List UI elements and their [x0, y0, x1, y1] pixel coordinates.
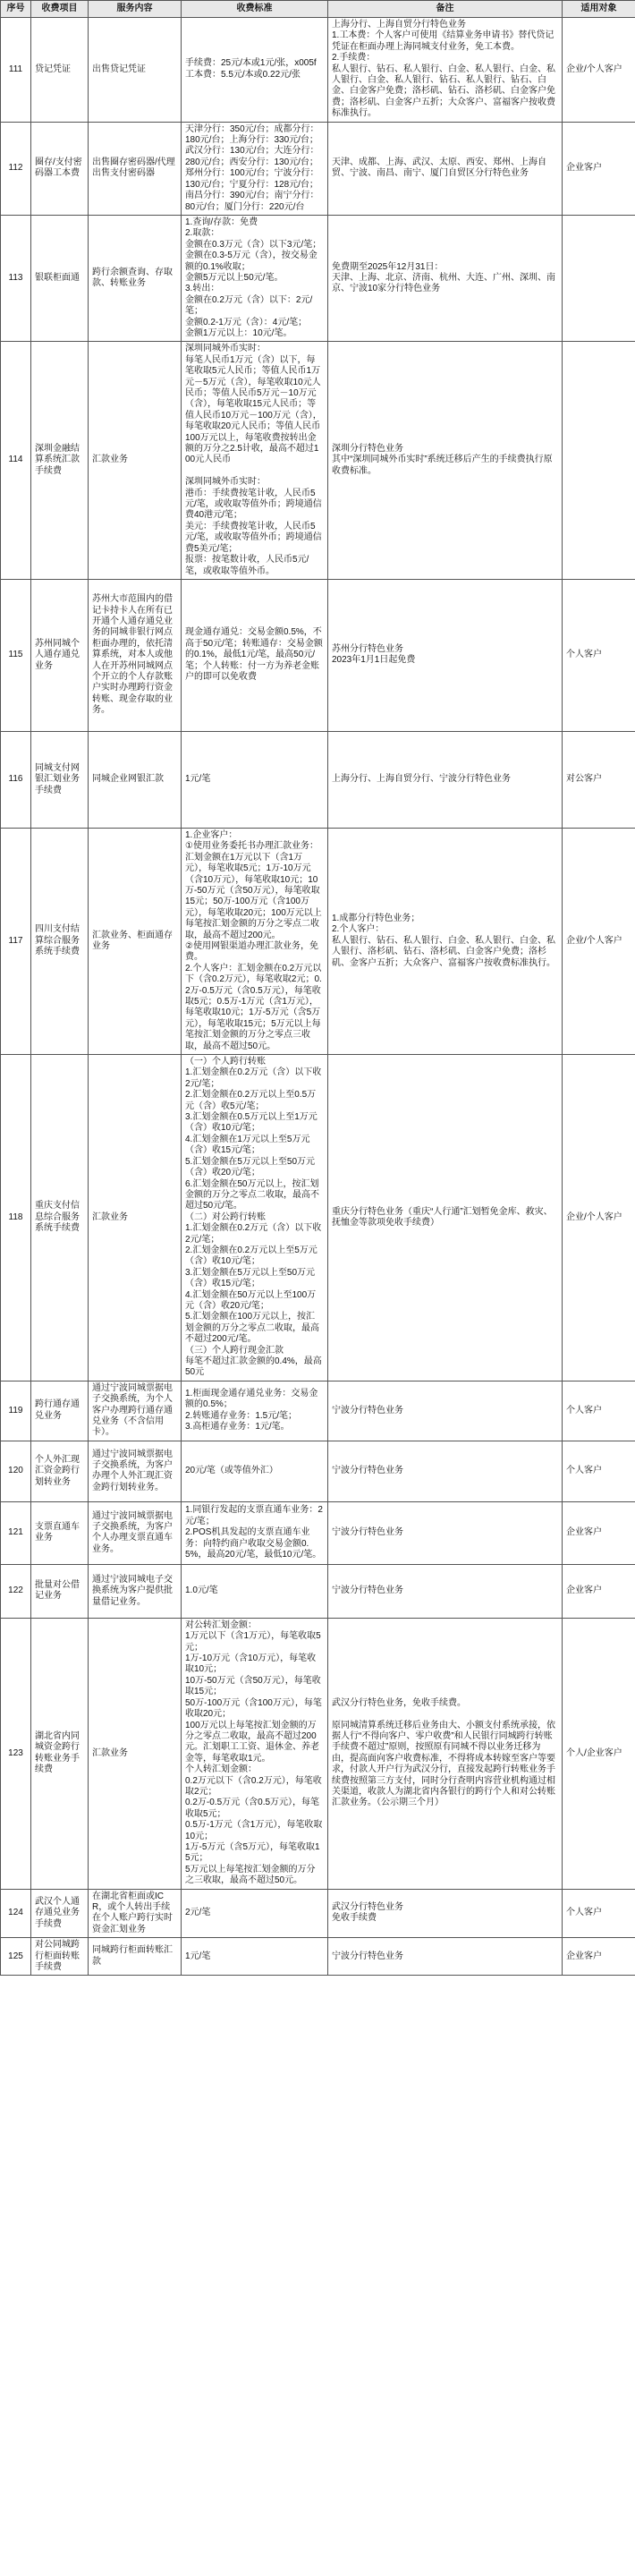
cell-note — [328, 1564, 563, 1618]
cell-target: 企业/个人客户 — [563, 828, 635, 1054]
cell-no: 125 — [1, 1938, 31, 1976]
cell-fee-line: 1.查询/存款：免费 — [185, 217, 258, 227]
cell-item: 深圳金融结算系统汇款手续费 — [31, 342, 89, 580]
cell-note-line: 宁波分行特色业务 — [332, 1405, 403, 1416]
header-note: 备注 — [328, 1, 563, 18]
cell-note — [328, 828, 563, 1054]
cell-fee-line: 2.个人客户：汇划金额在0.2万元以下（含0.2万元），每笔收取2元；0.2万-0.5万元（含0.5万元），每笔收取5元；0.5万-1万元（含1万元），每笔收取10元；1万-5万元（含5万元），每笔收取15元；5万元以上每笔按汇划金额的万分之零点三收取，最高不超过50元。 — [185, 963, 322, 1051]
cell-fee-line: 2.转账通存业务：1.5元/笔； — [185, 1410, 298, 1421]
cell-fee-line: （一）个人跨行转账 — [185, 1057, 266, 1067]
cell-note-line: 免费期至2025年12月31日： — [332, 261, 444, 272]
cell-fee-line: 每笔人民币1万元（含）以下，每笔收取5元人民币；等值人民币1万元－5万元（含），每笔收取10元人民币；等值人民币5万元－10万元（含），每笔收取15元人民币；等值人民币10万元－100万元（含），每笔收取20元人民币；等值人民币100万元以上，每笔收费按转出金额的万分之2.5计收，最高不超过100元人民币 — [185, 354, 322, 465]
cell-fee-line: 3.汇划金额在5万元以上至50万元（含）收15元/笔； — [185, 1267, 316, 1289]
cell-fee-line: 20元/笔（或等值外汇） — [185, 1466, 278, 1476]
cell-item: 支票直通车业务 — [31, 1501, 89, 1564]
cell-fee-line: 金额0.2-1万元（含）：4元/笔； — [185, 317, 308, 327]
cell-target — [563, 342, 635, 580]
cell-fee-line: 3.转出： — [185, 284, 220, 294]
cell-fee-line: 1.柜面现金通存通兑业务：交易金额的0.5%； — [185, 1389, 318, 1410]
cell-fee — [182, 1564, 328, 1618]
cell-fee-line: 4.汇划金额在1万元以上至5万元（含）收15元/笔； — [185, 1134, 310, 1156]
cell-content: 汇款业务 — [89, 1618, 182, 1889]
cell-note — [328, 18, 563, 123]
cell-item: 贷记凭证 — [31, 18, 89, 123]
cell-target: 企业客户 — [563, 1501, 635, 1564]
table-row — [1, 1381, 635, 1441]
cell-fee-line: 天津分行：350元/台；成都分行：180元/台；上海分行：330元/台；武汉分行：130元/台；大连分行：280元/台；西安分行：130元/台；郑州分行：100元/台；宁波分行：130元/台；宁夏分行：128元/台；南昌分行：390元/台；南宁分行：80元/台；厦门分行：220元/台 — [185, 123, 319, 212]
cell-content: 同城跨行柜面转账汇款 — [89, 1938, 182, 1976]
cell-fee — [182, 1938, 328, 1976]
cell-note — [328, 122, 563, 215]
cell-fee-line: 0.2万-0.5万元（含0.5万元），每笔收取5元； — [185, 1798, 320, 1819]
cell-item: 湖北省内同城资金跨行转账业务手续费 — [31, 1618, 89, 1889]
cell-fee — [182, 1618, 328, 1889]
cell-fee-line: 1万-5万元（含5万元），每笔收取15元； — [185, 1841, 320, 1864]
cell-fee-line: 3.汇划金额在0.5万元以上至1万元（含）收10元/笔； — [185, 1112, 318, 1134]
cell-note-line: 武汉分行特色业务 — [332, 1902, 403, 1912]
cell-fee — [182, 1055, 328, 1382]
cell-note — [328, 731, 563, 828]
cell-fee-line: 3.高柜通存业务：1元/笔。 — [185, 1422, 290, 1433]
cell-note-line: 深圳分行特色业务 — [332, 444, 403, 455]
cell-fee-line: 10万-50万元（含50万元），每笔收取15元； — [185, 1675, 321, 1697]
cell-no: 116 — [1, 731, 31, 828]
cell-fee-line: 2.POS机具发起的支票直通车业务：向特约商户收取交易金额0.5%，最高20元/笔，最低10元/笔。 — [185, 1527, 322, 1560]
cell-fee — [182, 122, 328, 215]
cell-fee — [182, 1381, 328, 1441]
cell-fee-line: 5.汇划金额在5万元以上至50万元（含）收20元/笔； — [185, 1156, 316, 1178]
cell-target: 个人客户 — [563, 1441, 635, 1501]
header-content: 服务内容 — [89, 1, 182, 18]
cell-note-line: 2.手续费： — [332, 53, 376, 64]
cell-note-line: 1.成都分行特色业务； — [332, 913, 420, 923]
cell-note-line: 私人银行、钻石、私人银行、白金、私人银行、白金、私人银行、洛杉矶、钻石、洛杉矶、白金客户免费；洛杉矶、金客户五折；大众客户、富福客户按收费标准执行。 — [332, 935, 555, 968]
cell-note-line: 上海分行、上海自贸分行、宁波分行特色业务 — [332, 774, 511, 785]
cell-fee-line: 金额在0.3-5万元（含），按交易金额的0.1%收取； — [185, 251, 318, 272]
cell-fee-line: 个人转汇划金额： — [185, 1764, 257, 1775]
cell-no: 112 — [1, 122, 31, 215]
cell-note — [328, 1055, 563, 1382]
cell-fee-line: 对公转汇划金额： — [185, 1620, 257, 1630]
cell-item: 重庆支付信息综合服务系统手续费 — [31, 1055, 89, 1382]
cell-fee — [182, 1501, 328, 1564]
cell-fee-line: 1万-10万元（含10万元），每笔收取10元； — [185, 1654, 317, 1675]
cell-no: 114 — [1, 342, 31, 580]
cell-note — [328, 215, 563, 341]
cell-item: 四川支付结算综合服务系统手续费 — [31, 828, 89, 1054]
table-row — [1, 1441, 635, 1501]
cell-fee — [182, 1889, 328, 1938]
cell-note — [328, 1618, 563, 1889]
cell-note-line: 苏州分行特色业务 — [332, 644, 403, 654]
cell-note — [328, 342, 563, 580]
cell-content: 出售圈存密码器/代理出售支付密码器 — [89, 122, 182, 215]
header-fee: 收费标准 — [182, 1, 328, 18]
cell-note — [328, 1938, 563, 1976]
cell-item: 银联柜面通 — [31, 215, 89, 341]
cell-content: 出售贷记凭证 — [89, 18, 182, 123]
table-row — [1, 1938, 635, 1976]
cell-target: 企业/个人客户 — [563, 18, 635, 123]
cell-note-line: 天津、上海、北京、济南、杭州、大连、广州、深圳、南京、宁波10家分行特色业务 — [332, 272, 555, 294]
cell-item: 圈存/支付密码器工本费 — [31, 122, 89, 215]
cell-note-line: 2023年1月1日起免费 — [332, 655, 416, 666]
table-row — [1, 828, 635, 1054]
cell-fee-line: 1元/笔 — [185, 774, 211, 785]
table-row — [1, 342, 635, 580]
cell-note-line: 免收手续费 — [332, 1913, 377, 1924]
cell-fee-line: 0.2万元以下（含0.2万元），每笔收取2元； — [185, 1775, 322, 1797]
cell-no: 118 — [1, 1055, 31, 1382]
cell-note-line: 1.工本费：个人客户可使用《结算业务申请书》替代贷记凭证在柜面办理上海同城支付业务，免工本费。 — [332, 30, 555, 52]
cell-content: 通过宁波同城票据电子交换系统，为个人客户办理跨行通存通兑业务（不含信用卡）。 — [89, 1381, 182, 1441]
cell-fee-line: 2.汇划金额在0.2万元以上至5万元（含）收10元/笔； — [185, 1245, 318, 1267]
cell-fee — [182, 1441, 328, 1501]
cell-content: 同城企业网银汇款 — [89, 731, 182, 828]
cell-note-line — [332, 1709, 558, 1720]
cell-fee-line: 1万元以下（含1万元），每笔收取5元； — [185, 1631, 321, 1653]
cell-note — [328, 1889, 563, 1938]
cell-fee-line: 50万-100万元（含100万元），每笔收取20元； — [185, 1697, 322, 1720]
cell-fee-line: 工本费：5.5元/本或0.22元/张 — [185, 69, 301, 80]
cell-no: 120 — [1, 1441, 31, 1501]
cell-fee-line: 深圳同城外币实时： — [185, 344, 266, 354]
cell-target: 企业客户 — [563, 122, 635, 215]
table-row — [1, 122, 635, 215]
table-row — [1, 18, 635, 123]
cell-fee-line: 1.汇划金额在0.2万元（含）以下收2元/笔； — [185, 1223, 322, 1245]
cell-note-line: 2.个人客户： — [332, 924, 385, 935]
cell-target: 对公客户 — [563, 731, 635, 828]
cell-note-line: 原同城清算系统迁移后业务由大、小额支付系统承接，依据人行“不得向客户、零户收费”和人民银行同城跨行转账手续费不超过”原则，按照原有同城不得以业务迁移为由，提高面向客户收费标准，不得将成本转嫁至客户等要求，付款人开户行为武汉分行，直接发起跨行转账业务手续费按照第三方支付，同时分行查明内容营业机构通过相关渠道，收款人为湖北省内各银行的跨行个人和对公转账汇款业务。（公示期三个月） — [332, 1720, 555, 1808]
table-row — [1, 579, 635, 731]
cell-fee-line: 1.汇划金额在0.2万元（含）以下收2元/笔； — [185, 1067, 322, 1089]
cell-target: 企业客户 — [563, 1564, 635, 1618]
table-row — [1, 1055, 635, 1382]
cell-note-line: 宁波分行特色业务 — [332, 1527, 403, 1538]
cell-target: 个人客户 — [563, 579, 635, 731]
cell-no: 119 — [1, 1381, 31, 1441]
cell-content: 通过宁波同城票据电子交换系统，为客户个人办理支票直通车业务。 — [89, 1501, 182, 1564]
cell-fee-line: ①使用业务委托书办理汇款业务：汇划金额在1万元以下（含1万元），每笔收取5元；1万-10万元（含10万元），每笔收取10元；10万-50万元（含50万元），每笔收取15元；50万-100万元（含100万元），每笔收取20元；100万元以上每笔按汇划金额的万分之零点二收取，最高不超过200元。 — [185, 841, 322, 940]
cell-note — [328, 1501, 563, 1564]
cell-no: 115 — [1, 579, 31, 731]
cell-fee-line: 每笔不超过汇款金额的0.4%，最高50元 — [185, 1356, 322, 1378]
cell-fee-line: 金额在0.3万元（含）以下3元/笔； — [185, 239, 322, 250]
header-target: 适用对象 — [563, 1, 635, 18]
cell-fee-line: 1.0元/笔 — [185, 1586, 218, 1596]
cell-no: 117 — [1, 828, 31, 1054]
cell-note-line: 宁波分行特色业务 — [332, 1586, 403, 1596]
cell-fee — [182, 342, 328, 580]
cell-fee — [182, 18, 328, 123]
table-row — [1, 1889, 635, 1938]
cell-note-line: 宁波分行特色业务 — [332, 1466, 403, 1476]
cell-target: 个人客户 — [563, 1889, 635, 1938]
cell-no: 121 — [1, 1501, 31, 1564]
cell-item: 批量对公借记业务 — [31, 1564, 89, 1618]
cell-fee-line: 6.汇划金额在50万元以上，按汇划金额的万分之零点二收取，最高不超过50元/笔。 — [185, 1178, 319, 1211]
cell-fee-line: 金额在0.2万元（含）以下：2元/笔； — [185, 294, 313, 317]
cell-target: 个人/企业客户 — [563, 1618, 635, 1889]
cell-target: 企业客户 — [563, 1938, 635, 1976]
cell-note-line: 重庆分行特色业务（重庆“人行通”汇划暂免金库、救灾、抚恤金等款项免收手续费） — [332, 1206, 553, 1228]
cell-item: 苏州同城个人通存通兑业务 — [31, 579, 89, 731]
cell-fee-line — [185, 466, 324, 477]
cell-note-line: 上海分行、上海自贸分行特色业务 — [332, 20, 466, 30]
cell-fee-line: 金额5万元以上50元/笔。 — [185, 272, 284, 283]
cell-fee-line: 5万元以上每笔按汇划金额的万分之三收取，最高不超过50元。 — [185, 1864, 316, 1886]
cell-fee-line: 手续费：25元/本或1元/张，x005f — [185, 58, 317, 69]
table-row — [1, 215, 635, 341]
cell-note-line: 私人银行、钻石、私人银行、白金、私人银行、白金、私人银行、白金、私人银行、钻石、私人银行、钻石、白金、白金客户免费；洛杉矶、钻石、洛杉矶、白金客户免费；洛杉矶、白金客户五折；大众客户、富福客户按收费标准执行。 — [332, 64, 555, 119]
table-row — [1, 1564, 635, 1618]
cell-fee-line: ②使用网银渠道办理汇款业务，免费。 — [185, 940, 318, 963]
cell-fee-line: 金额1万元以上：10元/笔。 — [185, 327, 292, 338]
cell-content: 通过宁波同城电子交换系统为客户提供批量借记业务。 — [89, 1564, 182, 1618]
cell-no: 124 — [1, 1889, 31, 1938]
cell-fee-line: 2.汇划金额在0.2万元以上至0.5万元（含）收5元/笔； — [185, 1090, 317, 1111]
cell-note — [328, 1441, 563, 1501]
header-no: 序号 — [1, 1, 31, 18]
table-body — [1, 18, 635, 1976]
cell-note — [328, 1381, 563, 1441]
cell-target: 企业/个人客户 — [563, 1055, 635, 1382]
cell-target — [563, 215, 635, 341]
header-item: 收费项目 — [31, 1, 89, 18]
cell-fee-line: 1.企业客户： — [185, 829, 238, 840]
cell-item: 武汉个人通存通兑业务手续费 — [31, 1889, 89, 1938]
cell-content: 汇款业务、柜面通存业务 — [89, 828, 182, 1054]
cell-fee-line: 2.取款： — [185, 228, 220, 239]
cell-fee — [182, 731, 328, 828]
cell-note-line: 武汉分行特色业务，免收手续费。 — [332, 1697, 466, 1708]
cell-fee — [182, 828, 328, 1054]
cell-content: 汇款业务 — [89, 342, 182, 580]
cell-fee — [182, 215, 328, 341]
table-header-row — [1, 1, 635, 18]
cell-content: 汇款业务 — [89, 1055, 182, 1382]
cell-fee-line: （三）个人跨行现金汇款 — [185, 1345, 284, 1356]
cell-no: 113 — [1, 215, 31, 341]
cell-note-line: 宁波分行特色业务 — [332, 1951, 403, 1961]
table-row — [1, 1618, 635, 1889]
cell-fee-line: 0.5万-1万元（含1万元），每笔收取10元； — [185, 1820, 323, 1841]
cell-content: 苏州大市范围内的借记卡持卡人在所有已开通个人通存通兑业务的同城非银行网点柜面办理的，依托清算系统，对本人或他人在开苏州同城网点个开立的个人存款账户实时办理跨行资金转账、现金存取的业务。 — [89, 579, 182, 731]
cell-fee-line: 报票：按笔数计收，人民币5元/笔，或收取等值外币。 — [185, 555, 309, 576]
cell-fee-line: 1.同银行发起的支票直通车业务：2元/笔； — [185, 1505, 323, 1526]
cell-fee-line: 100万元以上每笔按汇划金额的万分之零点二收取，最高不超过200元。汇划职工工资、退休金、养老金等，每笔收取1元。 — [185, 1720, 319, 1764]
cell-note — [328, 579, 563, 731]
cell-fee-line: （二）对公跨行转账 — [185, 1211, 266, 1222]
cell-fee — [182, 579, 328, 731]
table-row — [1, 731, 635, 828]
cell-content: 通过宁波同城票据电子交换系统，为客户办理个人外汇现汇资金跨行划转业务。 — [89, 1441, 182, 1501]
cell-item: 同城支付网银汇划业务手续费 — [31, 731, 89, 828]
cell-fee-line: 4.汇划金额在50万元以上至100万元（含）收20元/笔； — [185, 1289, 317, 1311]
cell-note-line: 天津、成都、上海、武汉、太原、西安、郑州、上海自贸、宁波、南昌、南宁、厦门自贸区分行特色业务 — [332, 157, 546, 179]
table-row — [1, 1501, 635, 1564]
cell-item: 对公同城跨行柜面转账手续费 — [31, 1938, 89, 1976]
cell-fee-line: 美元：手续费按笔计收，人民币5元/笔，或收取等值外币；跨境通信费5美元/笔； — [185, 521, 322, 554]
cell-no: 111 — [1, 18, 31, 123]
cell-item: 个人外汇现汇资金跨行划转业务 — [31, 1441, 89, 1501]
cell-content: 在湖北省柜面或ICR，或个人转出手续在个人账户跨行实时资金汇划业务 — [89, 1889, 182, 1938]
cell-fee-line: 深圳同城外币实时： — [185, 477, 266, 488]
cell-fee-line: 2元/笔 — [185, 1908, 211, 1918]
cell-note-line: 其中“深圳同城外币实时”系统迁移后产生的手续费执行原收费标准。 — [332, 455, 553, 476]
cell-no: 122 — [1, 1564, 31, 1618]
cell-no: 123 — [1, 1618, 31, 1889]
cell-fee-line: 1元/笔 — [185, 1951, 211, 1961]
cell-fee-line: 5.汇划金额在100万元以上，按汇划金额的万分之零点二收取，最高不超过200元/笔。 — [185, 1312, 319, 1345]
cell-fee-line: 现金通存通兑：交易金额0.5%，不高于50元/笔；转账通存：交易金额的0.1%，最低1元/笔，最高50元/笔；个人转账：付一方为养老金账户的即可以免收费 — [185, 627, 323, 683]
cell-fee-line: 港币：手续费按笔计收，人民币5元/笔，或收取等值外币；跨境通信费40港元/笔； — [185, 488, 322, 521]
cell-content: 跨行余额查询、存取款、转账业务 — [89, 215, 182, 341]
cell-item: 跨行通存通兑业务 — [31, 1381, 89, 1441]
cell-target: 个人客户 — [563, 1381, 635, 1441]
